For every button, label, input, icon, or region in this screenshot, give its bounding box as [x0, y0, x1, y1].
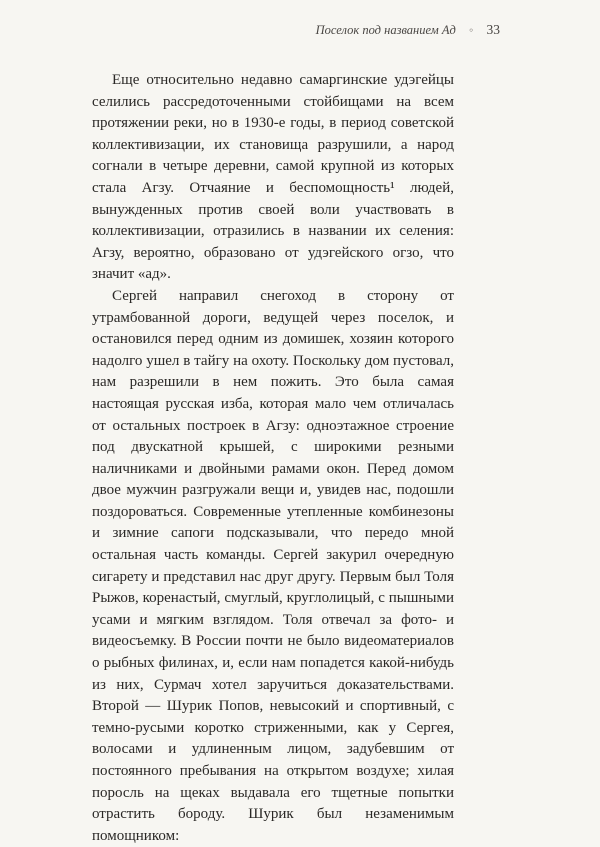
body-text	[92, 70, 454, 847]
header-separator: ◦	[468, 23, 474, 37]
running-header	[0, 22, 500, 38]
paragraph: Еще относительно недавно самаргинские удэгейцы селились рассредоточенными стойбищами на всем протяжении реки, но в 1930-е годы, в период советской коллективизации, их становища разрушили, а народ согнали в четыре деревни, самой крупной из которых стала Агзу. Отчаяние и беспомощность¹ людей, вынужденных против своей воли участвовать в коллективизации, отразились в названии их селения: Агзу, вероятно, образовано от удэгейского огзо, что значит «ад».	[92, 72, 454, 283]
page-number: 33	[486, 22, 500, 37]
chapter-title: Поселок под названием Ад	[315, 23, 456, 37]
paragraph: Сергей направил снегоход в сторону от утрамбованной дороги, ведущей через поселок, и остановился перед одним из домишек, хозяин которого надолго ушел в тайгу на охоту. Поскольку дом пустовал, нам разрешили в нем пожить. Это была самая настоящая русская изба, которая мало чем отличалась от остальных построек в Агзу: одноэтажное строение под двускатной крышей, с широкими резными наличниками и двойными рамами окон. Перед домом двое мужчин разгружали вещи и, увидев нас, подошли поздороваться. Современные утепленные комбинезоны и зимние сапоги подсказывали, что передо мной остальная часть команды. Сергей закурил очередную сигарету и представил нас друг другу. Первым был Толя Рыжов, коренастый, смуглый, круглолицый, с пышными усами и мягким взглядом. Толя отвечал за фото- и видеосъемку. В России почти не было видеоматериалов о рыбных филинах, и, если нам попадется какой-нибудь из них, Сурмач хотел заручиться доказательствами. Второй — Шурик Попов, невысокий и спортивный, с темно-русыми коротко стриженными, как у Сергея, волосами и удлиненным лицом, задубевшим от постоянного пребывания на открытом воздухе; хилая поросль на щеках выдавала его тщетные попытки отрастить бороду. Шурик был незаменимым помощником:	[92, 287, 454, 844]
